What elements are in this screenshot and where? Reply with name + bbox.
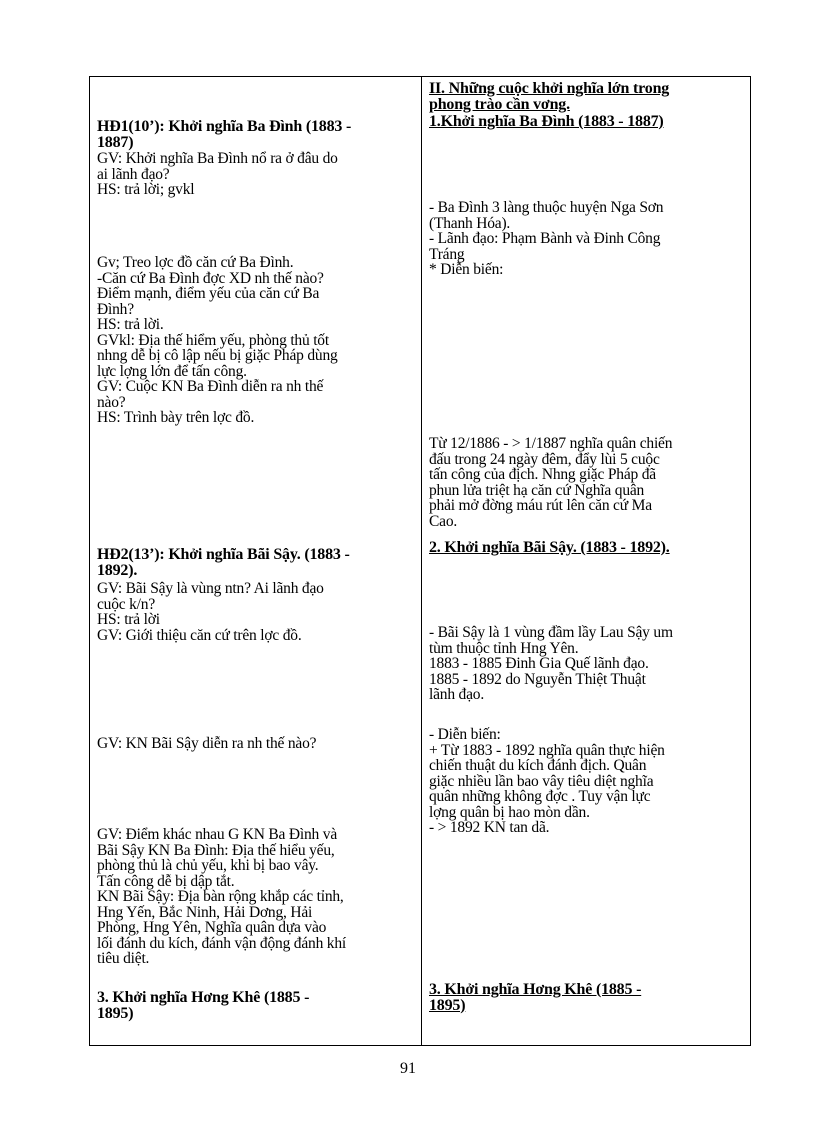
sub1-title: 1.Khởi nghĩa Ba Đình (1883 - 1887) xyxy=(429,113,664,130)
sub2-info: - Bãi Sậy là 1 vùng đầm lầy Lau Sậy um tùm thuộc tỉnh Hng Yên. 1883 - 1885 Đinh Gia Quế lãnh đạo. 1885 - 1892 do Nguyễn Thiệt Thuật lãnh đạo. xyxy=(429,624,673,703)
hd2-question: GV: Bãi Sậy là vùng ntn? Ai lãnh đạo cuộc k/n? HS: trả lời GV: Giới thiệu căn cứ trên lợc đồ. xyxy=(97,580,324,644)
sub1-events: Từ 12/1886 - > 1/1887 nghĩa quân chiến đấu trong 24 ngày đêm, đẩy lùi 5 cuộc tấn công của địch. Nhng giặc Pháp đã phun lửa triệt hạ căn cứ Nghĩa quân phải mở đờng máu rút lên căn cứ Ma Cao. xyxy=(429,435,673,530)
hd2-question-2: GV: KN Bãi Sậy diễn ra nh thế nào? xyxy=(97,735,317,752)
hd1-question: GV: Khởi nghĩa Ba Đình nổ ra ở đâu do ai lãnh đạo? HS: trả lời; gvkl xyxy=(97,150,338,198)
hd2-title: HĐ2(13’): Khởi nghĩa Bãi Sậy. (1883 - 1892). xyxy=(97,546,350,579)
comparison-note: GV: Điểm khác nhau G KN Ba Đình và Bãi Sậy KN Ba Đình: Địa thế hiểu yếu, phòng thủ là chủ yếu, khi bị bao vây. Tấn công dễ bị dập tắt. KN Bãi Sậy: Địa bàn rộng khắp các tỉnh, Hng Yến, Bắc Ninh, Hải Dơng, Hải Phòng, Hng Yên, Nghĩa quân dựa vào lối đánh du kích, đánh vận động đánh khí tiêu diệt. xyxy=(97,826,346,967)
section-title: II. Những cuộc khởi nghĩa lớn trong phong trào cần vơng. xyxy=(429,80,670,113)
page-number: 91 xyxy=(400,1060,416,1077)
sub2-events: - Diễn biến: + Từ 1883 - 1892 nghĩa quân thực hiện chiến thuật du kích đánh địch. Quân giặc nhiều lần bao vây tiêu diệt nghĩa quân những không đợc . Tuy vận lực lợng quân bị hao mòn dần. - > 1892 KN tan dã. xyxy=(429,726,665,836)
hd1-title: HĐ1(10’): Khởi nghĩa Ba Đình (1883 - 1887) xyxy=(97,118,352,151)
hd1-map-discussion: Gv; Treo lợc đồ căn cứ Ba Đình. -Căn cứ Ba Đình đợc XD nh thế nào? Điểm mạnh, điểm yếu của căn cứ Ba Đình? HS: trả lời. GVkl: Địa thế hiểm yếu, phòng thủ tốt nhng dễ bị cô lập nếu bị giặc Pháp dùng lực lợng lớn để tấn công. GV: Cuộc KN Ba Đình diễn ra nh thế nào? HS: Trình bày trên lợc đồ. xyxy=(97,254,338,426)
sub1-info: - Ba Đình 3 làng thuộc huyện Nga Sơn (Thanh Hóa). - Lãnh đạo: Phạm Bành và Đinh Công Tráng * Diễn biến: xyxy=(429,199,664,278)
sub3-title: 3. Khởi nghĩa Hơng Khê (1885 - 1895) xyxy=(429,981,642,1014)
column-divider xyxy=(421,77,422,1045)
lesson-table xyxy=(89,76,751,1046)
hd3-title: 3. Khởi nghĩa Hơng Khê (1885 - 1895) xyxy=(97,989,310,1022)
sub2-title: 2. Khởi nghĩa Bãi Sậy. (1883 - 1892). xyxy=(429,539,670,556)
